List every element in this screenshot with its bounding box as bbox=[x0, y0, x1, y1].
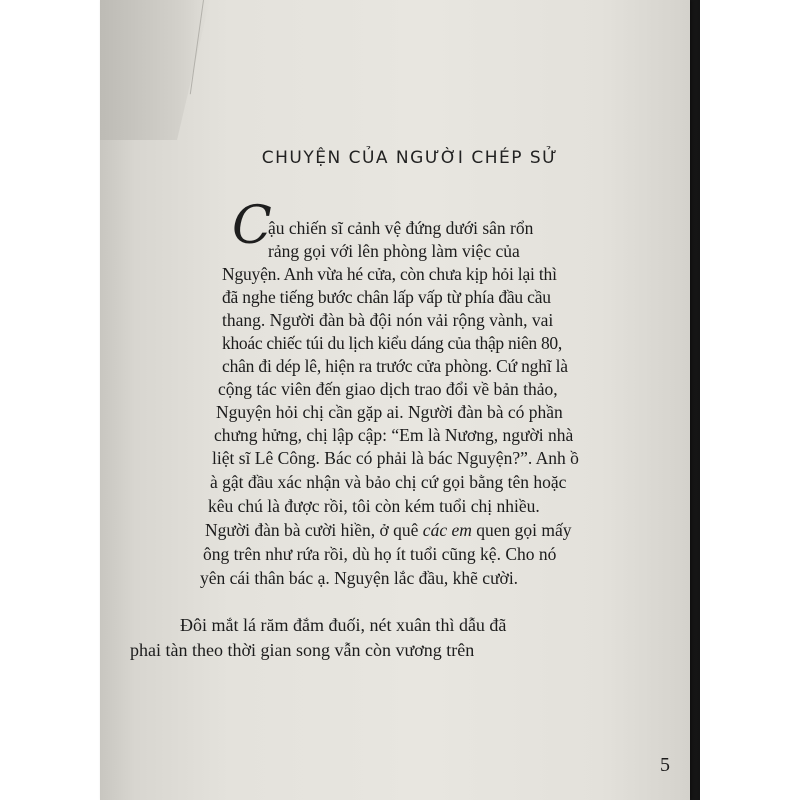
text-line bbox=[205, 520, 572, 540]
text-line: kêu chú là được rồi, tôi còn kém tuổi chị nhiều. bbox=[208, 496, 540, 516]
text-line: đã nghe tiếng bước chân lấp vấp từ phía đầu cầu bbox=[222, 287, 551, 307]
text-line: Nguyện hỏi chị cần gặp ai. Người đàn bà có phần bbox=[216, 402, 563, 422]
text-line: ông trên như rứa rồi, dù họ ít tuổi cũng kệ. Cho nó bbox=[203, 544, 557, 564]
drop-cap: C bbox=[232, 196, 272, 256]
text-line: cộng tác viên đến giao dịch trao đổi về bản thảo, bbox=[218, 379, 558, 399]
text-line: phai tàn theo thời gian song vẫn còn vương trên bbox=[130, 640, 475, 660]
text-segment: Người đàn bà cười hiền, ở quê bbox=[205, 520, 423, 540]
text-line: ậu chiến sĩ cảnh vệ đứng dưới sân rổn bbox=[268, 218, 534, 238]
text-line: Đôi mắt lá răm đắm đuối, nét xuân thì dẫu đã bbox=[180, 615, 507, 635]
book-page bbox=[100, 0, 690, 800]
text-line: Nguyện. Anh vừa hé cửa, còn chưa kịp hỏi lại thì bbox=[222, 264, 557, 284]
text-line: chưng hửng, chị lập cập: “Em là Nương, người nhà bbox=[214, 425, 574, 445]
text-line: thang. Người đàn bà đội nón vải rộng vành, vai bbox=[222, 310, 554, 330]
text-line: liệt sĩ Lê Công. Bác có phải là bác Nguyện?”. Anh ồ bbox=[212, 448, 579, 468]
italic-phrase: các em bbox=[422, 520, 472, 540]
text-line: à gật đầu xác nhận và bảo chị cứ gọi bằng tên hoặc bbox=[210, 472, 567, 492]
text-line: yên cái thân bác ạ. Nguyện lắc đầu, khẽ cười. bbox=[200, 568, 519, 588]
text-line: rảng gọi với lên phòng làm việc của bbox=[268, 241, 520, 261]
text-line: khoác chiếc túi du lịch kiểu dáng của thập niên 80, bbox=[222, 333, 562, 353]
page-number: 5 bbox=[660, 754, 670, 776]
text-line: chân đi dép lê, hiện ra trước cửa phòng. Cứ nghĩ là bbox=[222, 356, 568, 376]
chapter-title: CHUYỆN CỦA NGƯỜI CHÉP SỬ bbox=[261, 148, 559, 168]
text-segment: quen gọi mấy bbox=[471, 520, 572, 540]
